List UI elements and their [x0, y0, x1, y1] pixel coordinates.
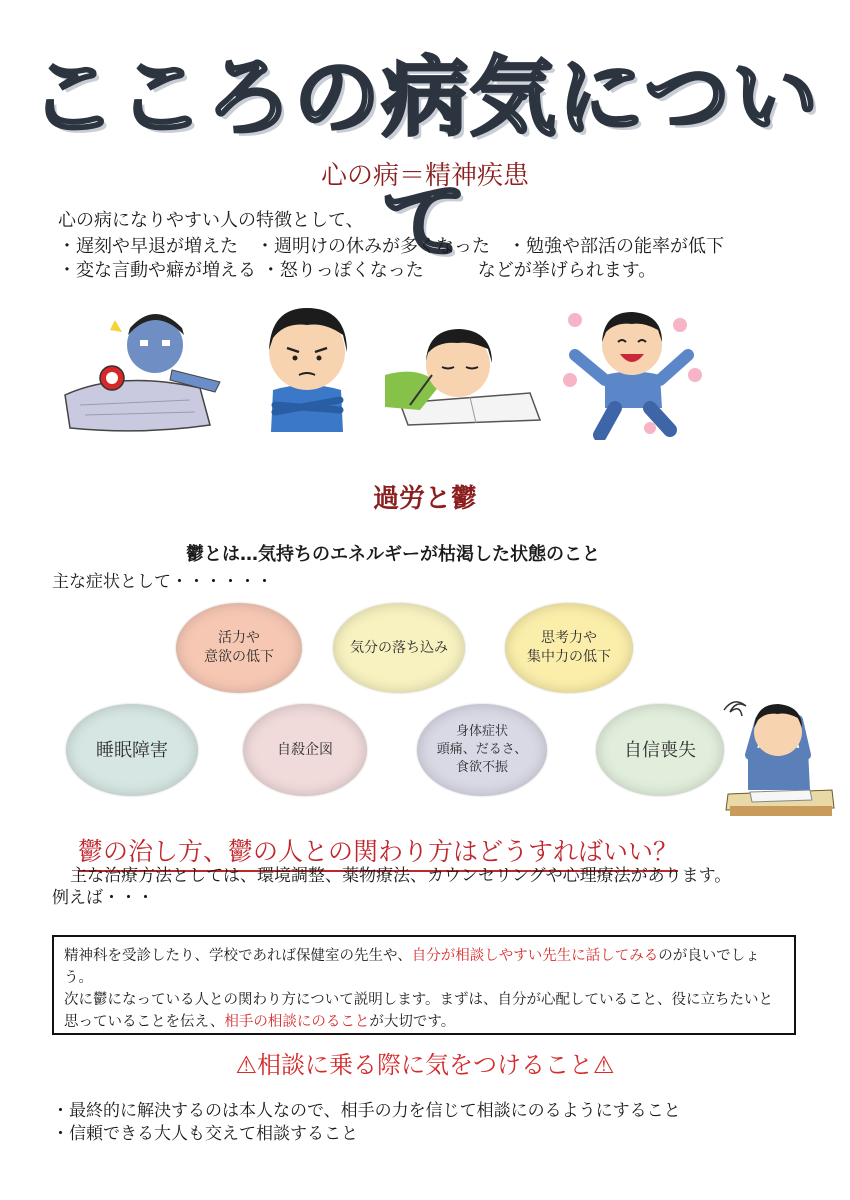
symptom-oval: 睡眠障害 [66, 704, 198, 796]
advice-paragraph-2 [64, 989, 784, 1033]
treatment-paragraph [52, 865, 792, 909]
advice-text: のが良いでしょう。 [64, 948, 760, 986]
symptom-oval: 思考力や 集中力の低下 [505, 603, 633, 693]
intro-line2: ・変な言動や癖が増える ・怒りっぽくなった などが挙げられます。 [58, 260, 657, 281]
advice-box [52, 935, 796, 1035]
intro-line1: ・遅刻や早退が増えた ・週明けの休みが多くなった ・勉強や部活の能率が低下 [58, 236, 724, 257]
symptom-oval: 自殺企図 [243, 704, 367, 796]
depression-definition: 鬱とは…気持ちのエネルギーが枯渇した状態のこと [186, 544, 600, 565]
advice-text: 精神科を受診したり、学校であれば保健室の先生や、 [64, 948, 412, 964]
symptom-oval: 活力や 意欲の低下 [176, 603, 302, 693]
advice-paragraph-1 [64, 945, 784, 989]
symptoms-lead: 主な症状として・・・・・・ [52, 572, 273, 592]
tip-item: ・信頼できる大人も交えて相談すること [52, 1124, 358, 1144]
symptom-oval: 自信喪失 [596, 704, 724, 796]
boy-frowning-illustration [255, 300, 360, 435]
warning-heading: ⚠相談に乗る際に気をつけること⚠ [235, 1051, 615, 1079]
boy-troubled-illustration [720, 690, 838, 820]
intro-lead: 心の病になりやすい人の特徴として、 [58, 210, 364, 231]
boy-in-bed-illustration [60, 300, 225, 435]
section2-heading: 過労と鬱 [372, 484, 477, 514]
advice-highlight: 自分が相談しやすい先生に話してみる [411, 948, 659, 964]
example-lead: 例えば・・・ [52, 888, 154, 908]
symptom-oval: 気分の落ち込み [333, 603, 465, 693]
section3-heading: 鬱の治し方、鬱の人との関わり方はどうすればいい？ [78, 832, 678, 872]
page-title: こころの病気について [29, 48, 821, 272]
treatment-text: 主な治療方法としては、環境調整、薬物療法、カウンセリングや心理療法があります。 [70, 866, 732, 886]
advice-text: 次に鬱になっている人との関わり方について説明します。まずは、自分が心配していること、役に立ちたいと思っていることを伝え、 [64, 992, 774, 1030]
section1-heading: 心の病＝精神疾患 [320, 161, 529, 191]
advice-text: が大切です。 [369, 1014, 456, 1030]
boy-sleeping-illustration [380, 315, 545, 430]
boy-excited-illustration [560, 300, 705, 440]
tip-item: ・最終的に解決するのは本人なので、相手の力を信じて相談にのるようにすること [52, 1101, 681, 1121]
advice-highlight: 相手の相談にのること [224, 1014, 370, 1030]
tips-list [52, 1100, 681, 1146]
symptom-oval: 身体症状 頭痛、だるさ、 食欲不振 [417, 704, 547, 796]
